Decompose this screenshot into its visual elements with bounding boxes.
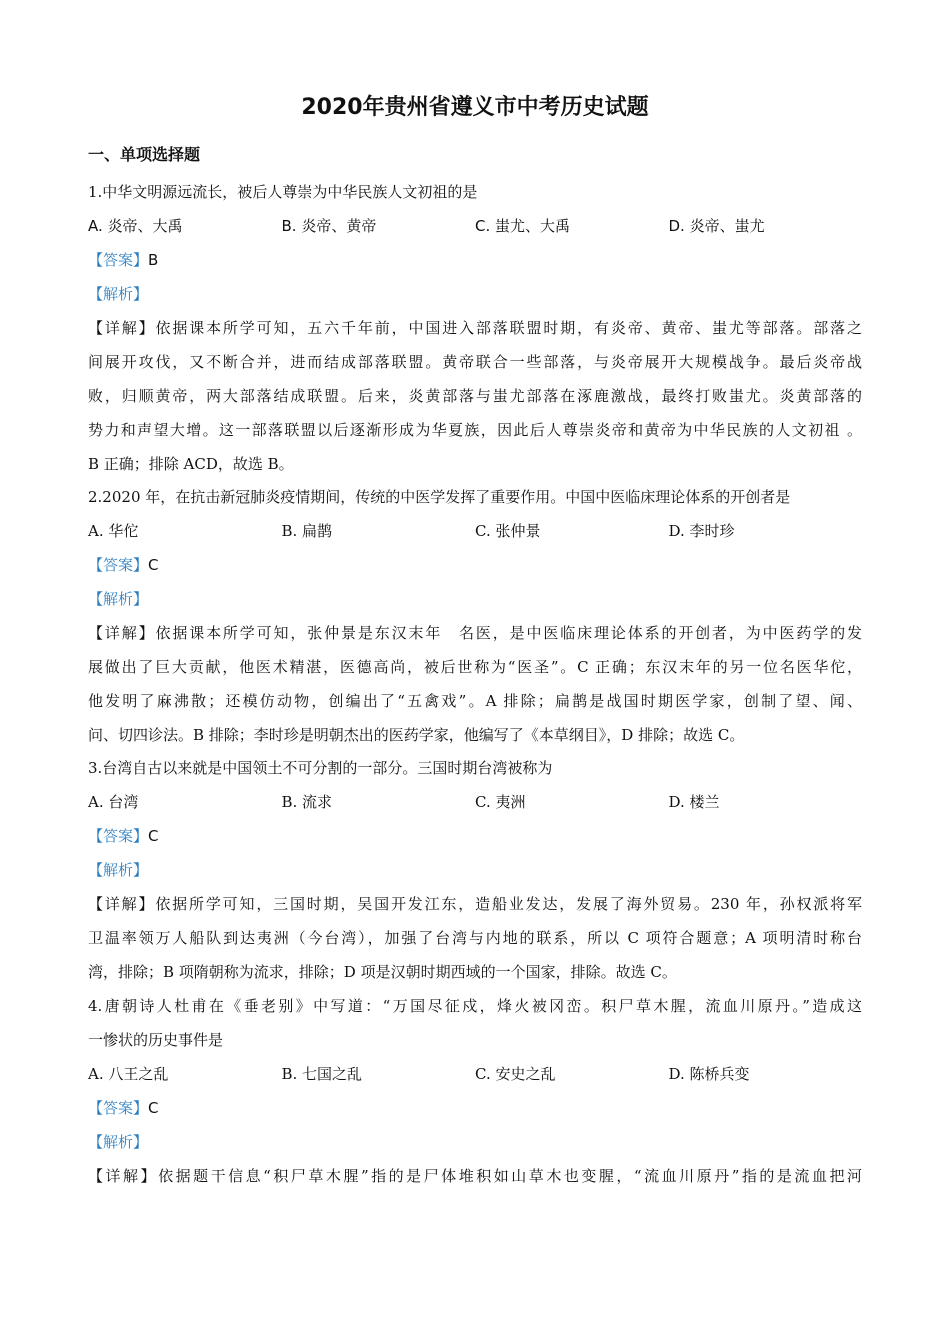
option-a: A. 炎帝、大禹 (88, 217, 183, 235)
analysis-line (88, 277, 862, 311)
option-b: B. 扁鹊 (281, 522, 333, 540)
option-b: B. 七国之乱 (281, 1065, 363, 1083)
option-a: A. 台湾 (88, 793, 139, 811)
detail-line: 间展开攻伐，又不断合并，进而结成部落联盟。黄帝联合一些部落，与炎帝展开大规模战争。最后炎帝战 (88, 353, 862, 371)
question-4 (88, 989, 862, 1193)
detail-line: 卫温率领万人船队到达夷洲（今台湾），加强了台湾与内地的联系，所以 C 项符合题意；A 项明清时称台 (88, 929, 862, 947)
option-c: C. 夷洲 (475, 793, 526, 811)
analysis-line (88, 1125, 862, 1159)
page-title: 2020年贵州省遵义市中考历史试题 (301, 95, 649, 120)
option-a: A. 华佗 (88, 522, 139, 540)
question-stem: 2.2020 年，在抗击新冠肺炎疫情期间，传统的中医学发挥了重要作用。中国中医临床理论体系的开创者是 (88, 488, 791, 506)
option-d: D. 李时珍 (668, 522, 735, 540)
answer-value: B (148, 251, 159, 269)
question-stem: 4.唐朝诗人杜甫在《垂老别》中写道：“万国尽征戍，烽火被冈峦。积尸草木腥，流血川原丹。”造成这 (88, 997, 862, 1015)
detail-line: 败，归顺黄帝，两大部落结成联盟。后来，炎黄部落与蚩尤部落在涿鹿激战，最终打败蚩尤。炎黄部落的 (88, 387, 862, 405)
option-a: A. 八王之乱 (88, 1065, 169, 1083)
detail-label: 【详解】 (88, 319, 156, 337)
answer-line (88, 548, 862, 582)
answer-value: C (148, 1099, 159, 1117)
option-d: D. 炎帝、蚩尤 (668, 217, 765, 235)
detail-label: 【详解】 (88, 1167, 159, 1185)
option-c: C. 张仲景 (475, 522, 541, 540)
question-1 (88, 176, 862, 481)
answer-label: 【答案】 (88, 827, 149, 845)
detail-line: 势力和声望大增。这一部落联盟以后逐渐形成为华夏族，因此后人尊崇炎帝和黄帝为中华民族的人文初祖 。 (88, 421, 862, 439)
options-row (88, 1057, 862, 1091)
answer-label: 【答案】 (88, 556, 149, 574)
detail-line: 【详解】依据所学可知，三国时期，吴国开发江东，造船业发达，发展了海外贸易。230 年，孙权派将军 (88, 895, 862, 913)
option-c: C. 蚩尤、大禹 (475, 217, 571, 235)
option-c: C. 安史之乱 (475, 1065, 556, 1083)
analysis-label: 【解析】 (88, 590, 149, 608)
answer-label: 【答案】 (88, 1099, 149, 1117)
option-d: D. 楼兰 (668, 793, 720, 811)
question-stem: 1.中华文明源远流长，被后人尊崇为中华民族人文初祖的是 (88, 183, 478, 201)
question-stem: 3.台湾自古以来就是中国领土不可分割的一部分。三国时期台湾被称为 (88, 759, 553, 777)
section-heading: 一、单项选择题 (88, 145, 201, 164)
analysis-line (88, 582, 862, 616)
detail-line: 【详解】依据题干信息“积尸草木腥”指的是尸体堆积如山草木也变腥，“流血川原丹”指的是流血把河 (88, 1167, 862, 1185)
answer-value: C (148, 827, 159, 845)
detail-label: 【详解】 (88, 895, 156, 913)
question-3 (88, 752, 862, 989)
analysis-label: 【解析】 (88, 1133, 149, 1151)
detail-line: 【详解】依据课本所学可知，张仲景是东汉末年 名医，是中医临床理论体系的开创者，为中医药学的发 (88, 624, 862, 642)
document-body (88, 142, 862, 1193)
detail-line: B 正确；排除 ACD，故选 B。 (88, 455, 294, 473)
answer-label: 【答案】 (88, 251, 149, 269)
option-b: B. 流求 (281, 793, 333, 811)
question-2 (88, 481, 862, 752)
detail-label: 【详解】 (88, 624, 156, 642)
options-row (88, 785, 862, 819)
options-row (88, 209, 862, 243)
detail-line: 他发明了麻沸散；还模仿动物，创编出了“五禽戏”。A 排除；扁鹊是战国时期医学家，创制了望、闻、 (88, 692, 862, 710)
detail-line: 展做出了巨大贡献，他医术精湛，医德高尚，被后世称为“医圣”。C 正确；东汉末年的另一位名医华佗， (88, 658, 862, 676)
detail-line: 湾，排除；B 项隋朝称为流求，排除；D 项是汉朝时期西域的一个国家，排除。故选 C。 (88, 963, 677, 981)
answer-line (88, 1091, 862, 1125)
detail-line: 【详解】依据课本所学可知，五六千年前，中国进入部落联盟时期，有炎帝、黄帝、蚩尤等部落。部落之 (88, 319, 862, 337)
analysis-line (88, 853, 862, 887)
detail-line: 问、切四诊法。B 排除；李时珍是明朝杰出的医药学家，他编写了《本草纲目》，D 排除；故选 C。 (88, 726, 745, 744)
answer-value: C (148, 556, 159, 574)
analysis-label: 【解析】 (88, 861, 149, 879)
question-stem: 一惨状的历史事件是 (88, 1031, 224, 1049)
option-b: B. 炎帝、黄帝 (281, 217, 377, 235)
answer-line (88, 243, 862, 277)
analysis-label: 【解析】 (88, 285, 149, 303)
answer-line (88, 819, 862, 853)
option-d: D. 陈桥兵变 (668, 1065, 750, 1083)
options-row (88, 514, 862, 548)
